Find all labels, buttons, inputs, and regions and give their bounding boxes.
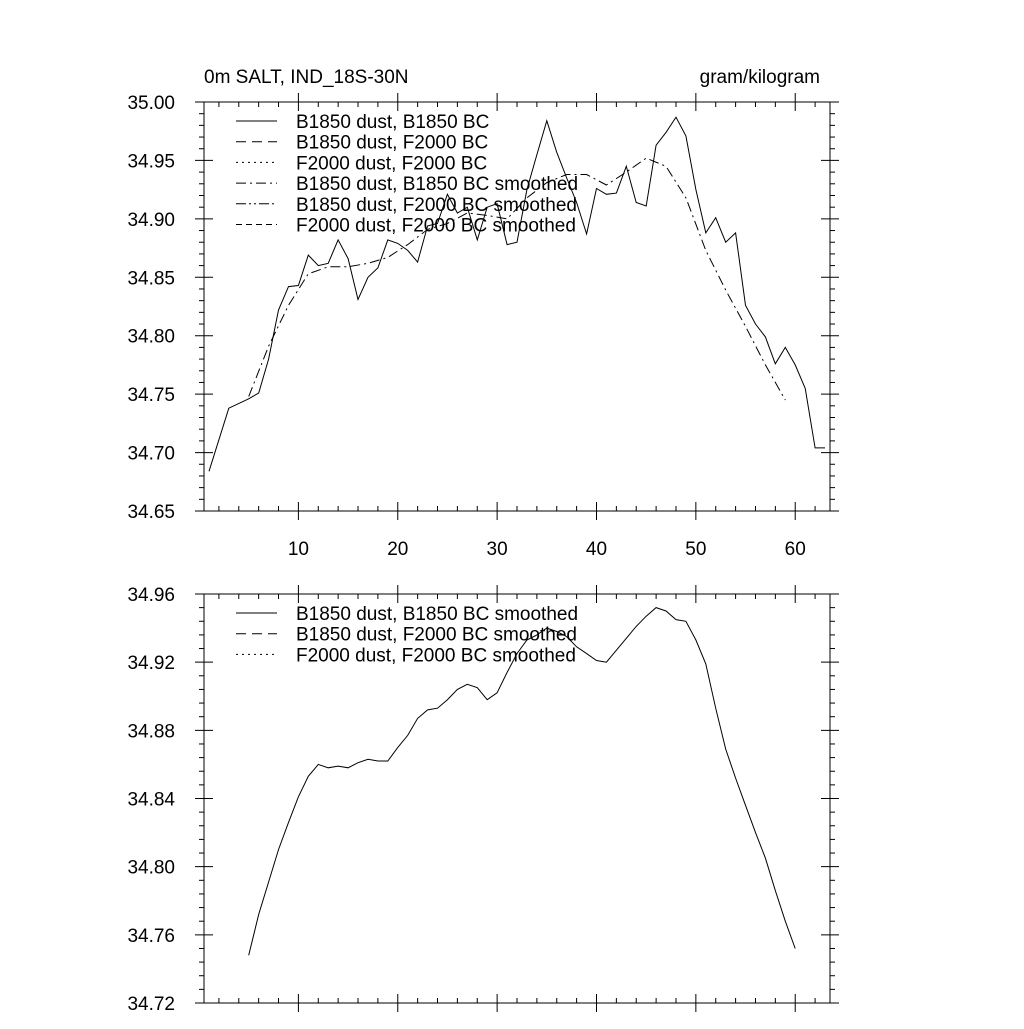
chart2-y-tick-label: 34.80: [127, 857, 175, 879]
chart2-y-tick-label: 34.96: [127, 585, 175, 606]
chart1-legend-label-3: F2000 dust, F2000 BC: [296, 153, 488, 175]
chart2-legend-label-3: F2000 dust, F2000 BC smoothed: [296, 645, 576, 667]
chart1-legend-label-2: B1850 dust, F2000 BC: [296, 132, 489, 154]
chart1-x-tick-label: 20: [387, 539, 409, 560]
chart1-y-tick-label: 34.70: [127, 443, 175, 465]
chart2-y-tick-label: 34.92: [127, 653, 175, 675]
chart2-y-tick-label: 34.88: [127, 721, 175, 743]
chart1-y-tick-label: 34.75: [127, 385, 175, 407]
chart2-y-tick-label: 34.76: [127, 925, 175, 947]
chart1-legend-label-4: B1850 dust, B1850 BC smoothed: [296, 174, 579, 196]
chart2-legend-label-1: B1850 dust, B1850 BC smoothed: [296, 604, 579, 625]
chart1-y-tick-label: 34.65: [127, 502, 175, 523]
chart1-y-tick-label: 34.80: [127, 326, 175, 348]
chart1-y-tick-label: 34.85: [127, 268, 175, 290]
chart1-y-tick-label: 35.00: [127, 93, 175, 114]
chart1-panel: [127, 93, 839, 560]
chart1-y-tick-label: 34.90: [127, 209, 175, 231]
chart2-y-tick-label: 34.84: [127, 789, 175, 811]
chart1-x-tick-label: 60: [784, 539, 806, 560]
chart1-x-tick-label: 30: [486, 539, 508, 560]
chart1-legend-label-1: B1850 dust, B1850 BC: [296, 112, 490, 133]
chart1-title-left: 0m SALT, IND_18S-30N: [204, 67, 409, 88]
chart1-legend-label-6: F2000 dust, F2000 BC smoothed: [296, 215, 576, 237]
chart1-title-right: gram/kilogram: [699, 67, 820, 88]
chart2-panel: [127, 585, 839, 1015]
chart2-legend-label-2: B1850 dust, F2000 BC smoothed: [296, 624, 577, 646]
chart1-x-tick-label: 40: [585, 539, 608, 560]
chart1-x-tick-label: 50: [685, 539, 707, 560]
chart1-y-tick-label: 34.95: [127, 151, 175, 173]
chart2-y-tick-label: 34.72: [127, 994, 175, 1015]
chart1-x-tick-label: 10: [287, 539, 309, 560]
chart1-legend-label-5: B1850 dust, F2000 BC smoothed: [296, 194, 577, 216]
